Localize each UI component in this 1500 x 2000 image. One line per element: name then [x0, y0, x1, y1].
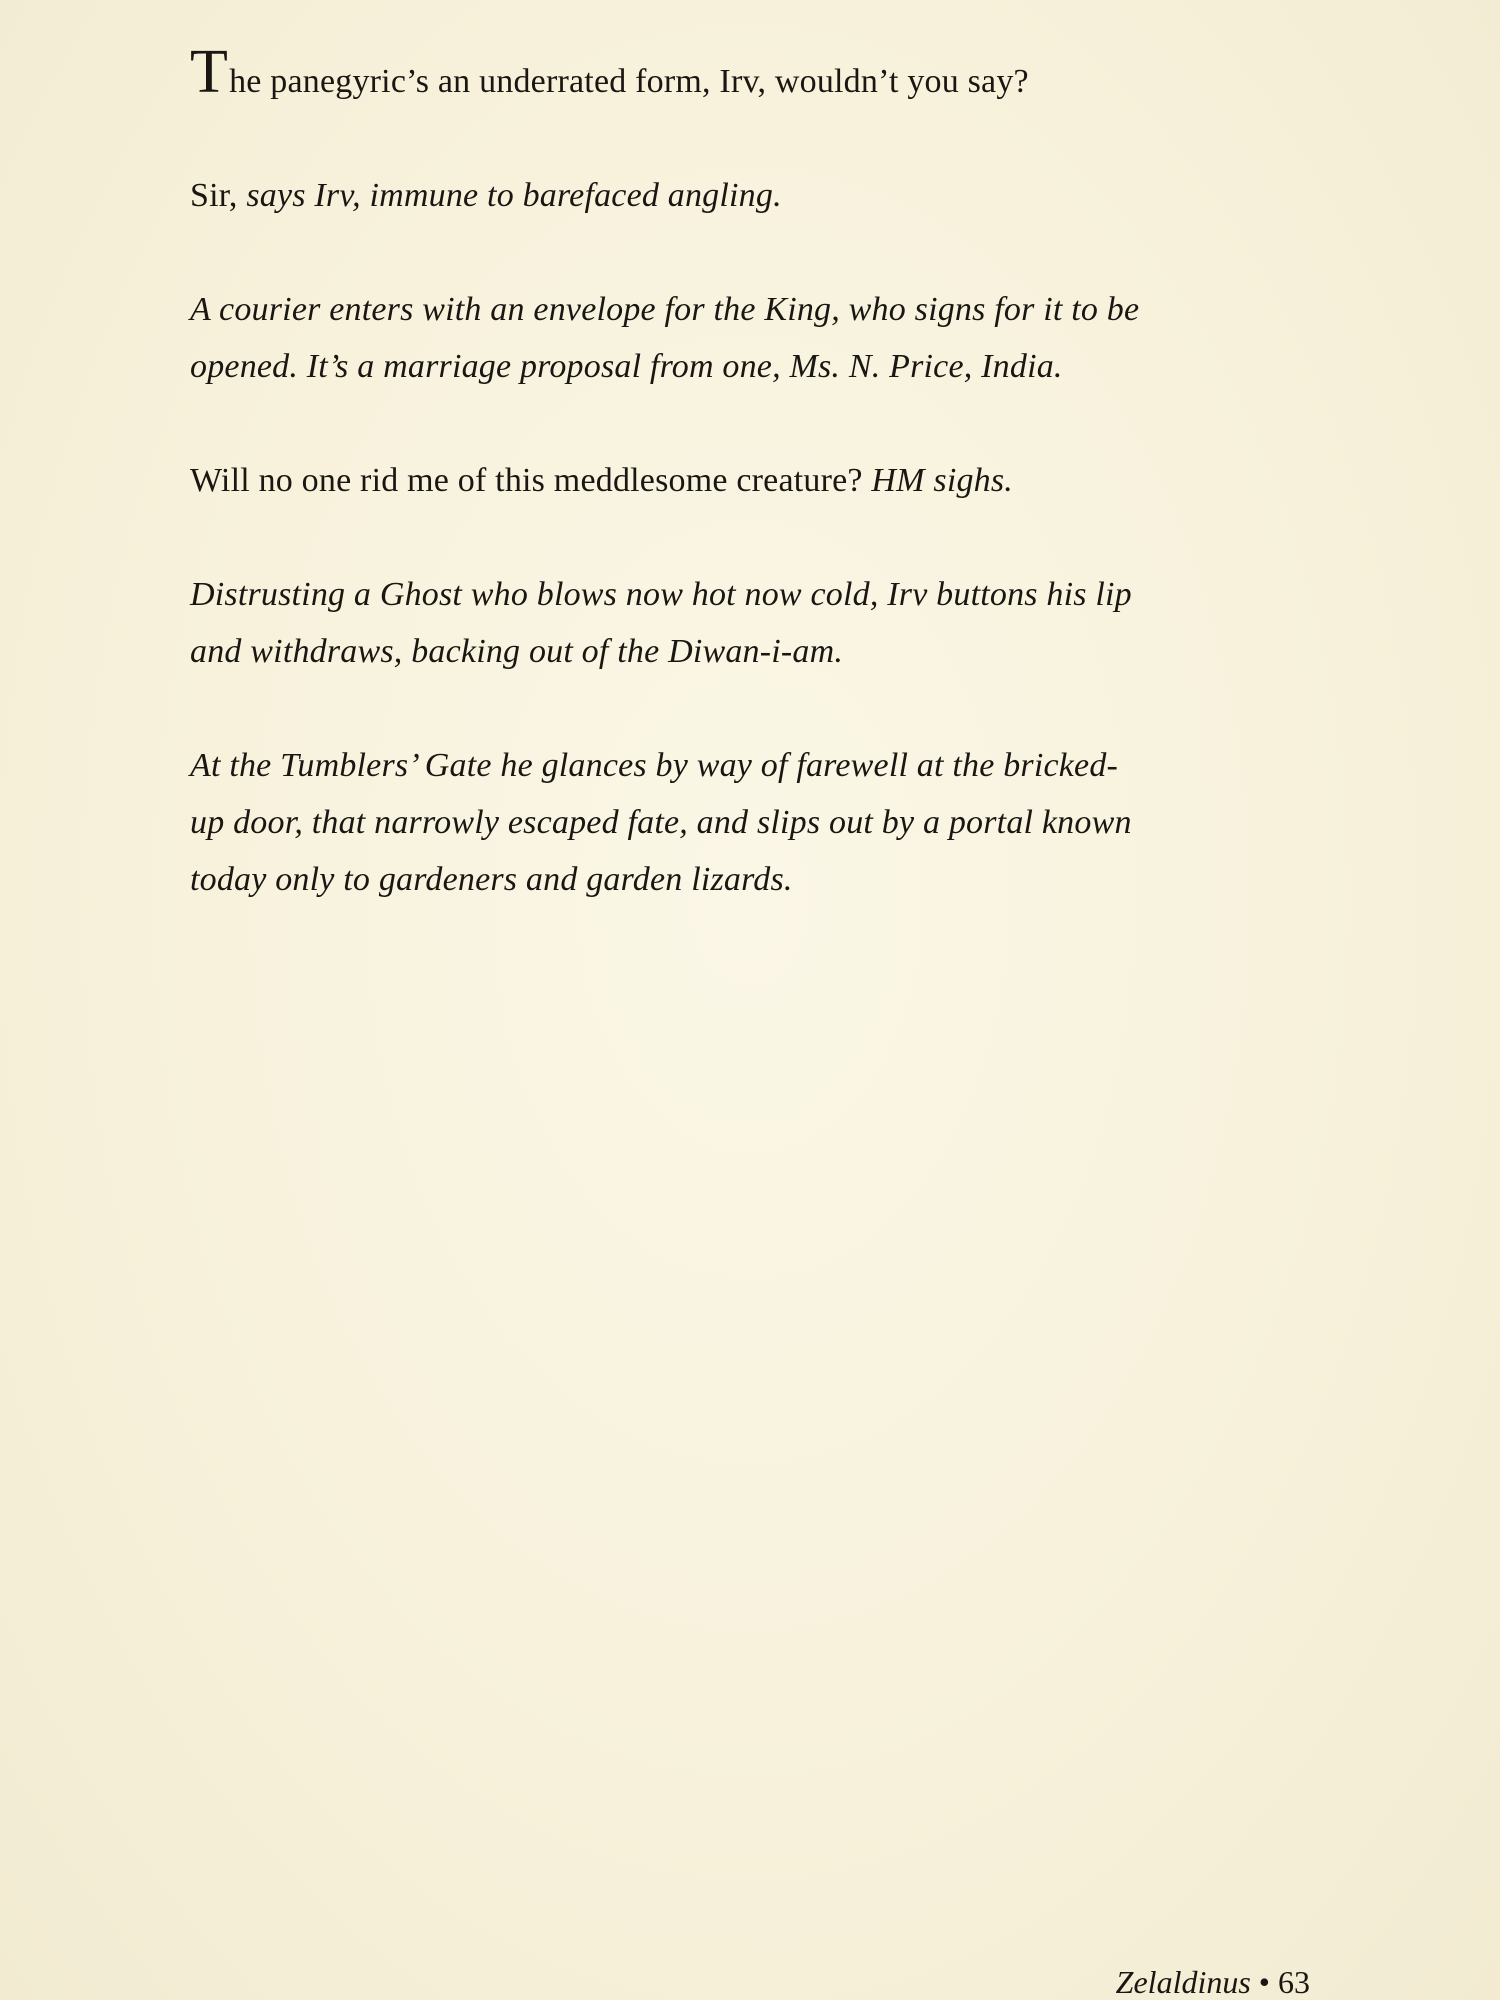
- paragraph-6: [190, 737, 1340, 908]
- running-title: Zelaldinus: [1115, 1964, 1251, 2000]
- paragraph-1: [190, 38, 1340, 110]
- paragraph-4: [190, 452, 1340, 509]
- page-footer: [1116, 1964, 1310, 2000]
- paragraph-2: [190, 167, 1340, 224]
- paragraph-2-plain: Sir,: [190, 177, 247, 214]
- paragraph-6-line-1: At the Tumblers’ Gate he glances by way of farewell at the bricked-: [190, 747, 1119, 784]
- footer-separator: •: [1258, 1964, 1270, 2000]
- drop-cap: T: [190, 38, 229, 106]
- paragraph-5: [190, 566, 1340, 680]
- page-text: [190, 38, 1340, 908]
- paragraph-2-italic: says Irv, immune to barefaced angling.: [246, 177, 782, 214]
- paragraph-3: [190, 281, 1340, 395]
- paragraph-5-line-2: and withdraws, backing out of the Diwan-i-am.: [190, 633, 844, 670]
- page-number: 63: [1278, 1964, 1310, 2000]
- paragraph-4-plain: Will no one rid me of this meddlesome creature?: [190, 462, 872, 499]
- paragraph-3-line-2: opened. It’s a marriage proposal from one, Ms. N. Price, India.: [190, 348, 1063, 385]
- paragraph-5-line-1: Distrusting a Ghost who blows now hot now cold, Irv buttons his lip: [190, 576, 1132, 613]
- paragraph-6-line-2: up door, that narrowly escaped fate, and slips out by a portal known: [190, 804, 1132, 841]
- paragraph-1-text: he panegyric’s an underrated form, Irv, wouldn’t you say?: [229, 63, 1029, 100]
- paragraph-3-line-1: A courier enters with an envelope for the King, who signs for it to be: [190, 291, 1140, 328]
- paragraph-4-italic: HM sighs.: [871, 462, 1013, 499]
- paragraph-6-line-3: today only to gardeners and garden lizards.: [190, 861, 793, 898]
